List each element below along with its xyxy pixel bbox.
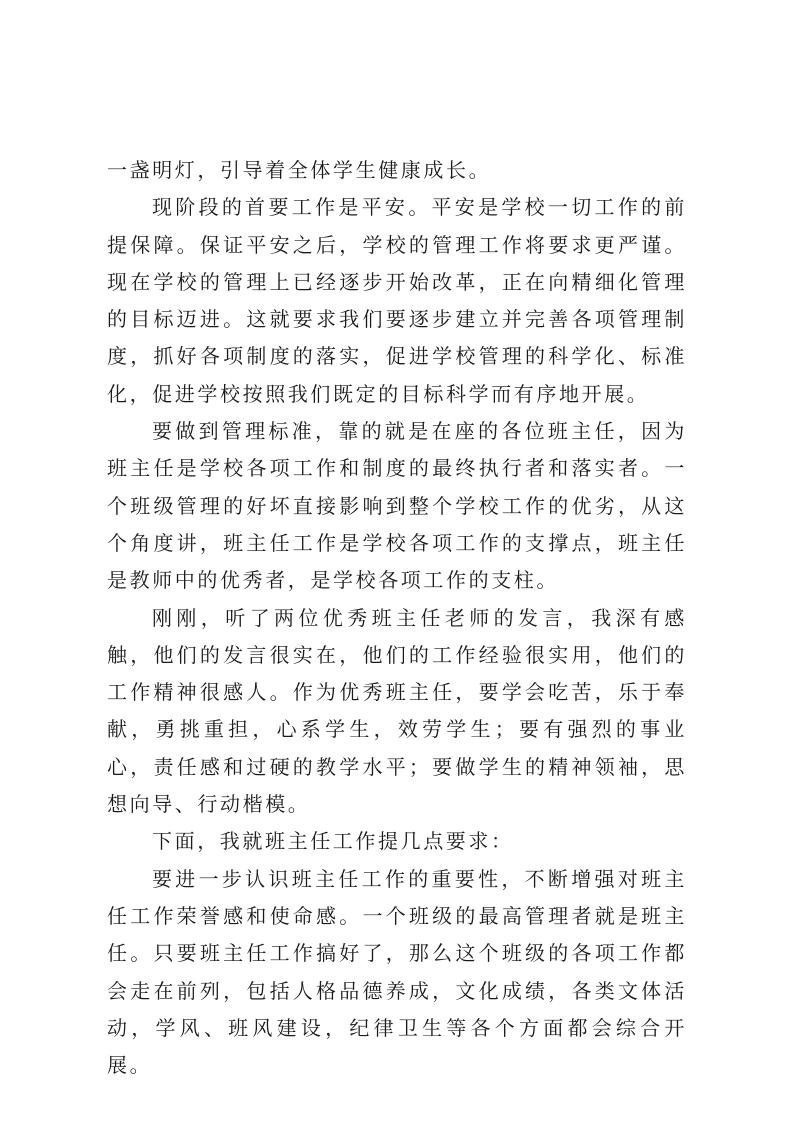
document-body: [107, 152, 687, 1084]
paragraph-5: 下面，我就班主任工作提几点要求：: [152, 829, 514, 854]
paragraph-6: 要进一步认识班主任工作的重要性，不断增强对班主任工作荣誉感和使命感。一个班级的最高管理者就是班主任。只要班主任工作搞好了，那么这个班级的各项工作都会走在前列，包括人格品德养成，文化成绩，各类文体活动，学风、班风建设，纪律卫生等各个方面都会综合开展。: [107, 866, 687, 1078]
paragraph-2: 现阶段的首要工作是平安。平安是学校一切工作的前提保障。保证平安之后，学校的管理工作将要求更严谨。现在学校的管理上已经逐步开始改革，正在向精细化管理的目标迈进。这就要求我们要逐步建立并完善各项管理制度，抓好各项制度的落实，促进学校管理的科学化、标准化，促进学校按照我们既定的目标科学而有序地开展。: [107, 195, 687, 406]
paragraph-4: 刚刚，听了两位优秀班主任老师的发言，我深有感触，他们的发言很实在，他们的工作经验很实用，他们的工作精神很感人。作为优秀班主任，要学会吃苦，乐于奉献，勇挑重担，心系学生，效劳学生；要有强烈的事业心，责任感和过硬的教学水平；要做学生的精神领袖，思想向导、行动楷模。: [107, 605, 687, 817]
paragraph-3: 要做到管理标准，靠的就是在座的各位班主任，因为班主任是学校各项工作和制度的最终执行者和落实者。一个班级管理的好坏直接影响到整个学校工作的优劣，从这个角度讲，班主任工作是学校各项工作的支撑点，班主任是教师中的优秀者，是学校各项工作的支柱。: [107, 419, 687, 593]
paragraph-1: 一盏明灯，引导着全体学生健康成长。: [107, 158, 492, 182]
